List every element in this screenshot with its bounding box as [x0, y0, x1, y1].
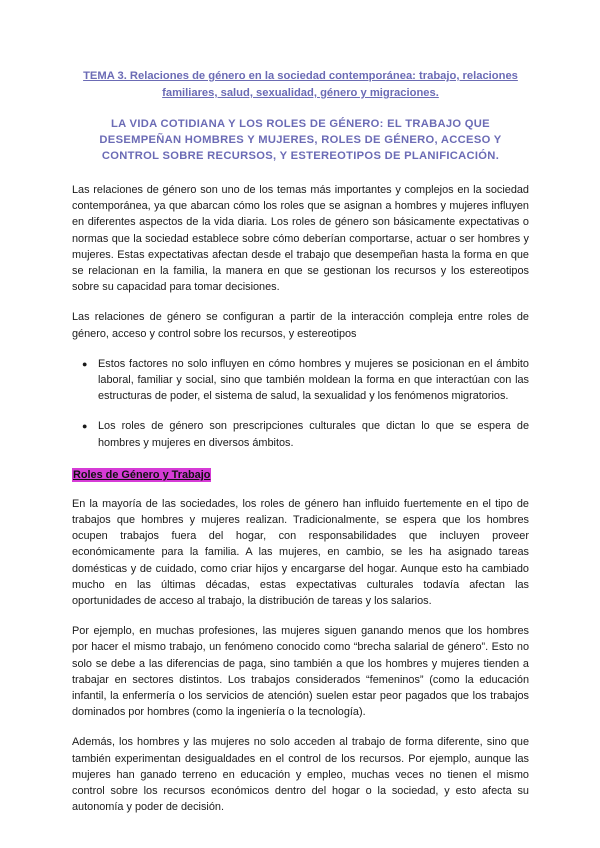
bullet-text: Los roles de género son prescripciones culturales que dictan lo que se espera de hombres y mujeres en diversos ámbitos.: [98, 420, 529, 449]
document-page: [72, 68, 529, 830]
document-subtitle: LA VIDA COTIDIANA Y LOS ROLES DE GÉNERO: EL TRABAJO QUE DESEMPEÑAN HOMBRES Y MUJERES, ROLES DE GÉNERO, ACCESO Y CONTROL SOBRE RECURSOS, Y ESTEREOTIPOS DE PLANIFICACIÓN.: [99, 118, 502, 162]
section-paragraph-3: Además, los hombres y las mujeres no solo acceden al trabajo de forma diferente, sino que también experimentan desigualdades en el control de los recursos. Por ejemplo, aunque las mujeres han ganado terreno en educación y empleo, muchas veces no tienen el mismo control sobre los recursos económicos dentro del hogar o la sociedad, y esto afecta su autonomía y poder de decisión.: [72, 736, 529, 814]
bullet-icon: ●: [82, 358, 88, 369]
intro-paragraph-2: Las relaciones de género se configuran a partir de la interacción compleja entre roles de género, acceso y control sobre los recursos, y estereotipos: [72, 311, 529, 340]
section-heading-wrapper: [72, 465, 529, 496]
bullet-list: [72, 356, 529, 451]
intro-paragraph-1: Las relaciones de género son uno de los temas más importantes y complejos en la sociedad contemporánea, ya que abarcan cómo los roles que se asignan a hombres y mujeres influyen en diferentes aspectos de la vida diaria. Los roles de género son básicamente expectativas o normas que la sociedad establece sobre cómo deberían comportarse, actuar o ser hombres y mujeres. Estas expectativas afectan desde el trabajo que desempeñan hasta la forma en que se relacionan en la familia, la manera en que se gestionan los recursos y los estereotipos sobre su capacidad para tomar decisiones.: [72, 184, 529, 294]
section-paragraph-1: En la mayoría de las sociedades, los roles de género han influido fuertemente en el tipo de trabajos que hombres y mujeres realizan. Tradicionalmente, se espera que los hombres ocupen trabajos fuera del hogar, con responsabilidades que incluyen proveer económicamente para la familia. A las mujeres, en cambio, se les ha asignado tareas domésticas y de cuidado, como criar hijos y encargarse del hogar. Aunque esto ha cambiado mucho en las últimas décadas, estas expectativas culturales todavía afectan las oportunidades de acceso al trabajo, la distribución de tareas y los salarios.: [72, 497, 529, 608]
document-title[interactable]: TEMA 3. Relaciones de género en la sociedad contemporánea: trabajo, relaciones familiares, salud, sexualidad, género y migraciones.: [83, 70, 518, 99]
bullet-text: Estos factores no solo influyen en cómo hombres y mujeres se posicionan en el ámbito laboral, familiar y social, sino que también moldean la forma en que interactúan con las estructuras de poder, el sistema de salud, la sexualidad y los fenómenos migratorios.: [98, 357, 529, 403]
bullet-item: [82, 418, 529, 450]
bullet-item: [82, 356, 529, 405]
bullet-icon: ●: [82, 421, 88, 432]
section-paragraph-2: Por ejemplo, en muchas profesiones, las mujeres siguen ganando menos que los hombres por hacer el mismo trabajo, un fenómeno conocido como “brecha salarial de género”. Esto no solo se debe a las diferencias de paga, sino también a que los hombres y mujeres tienden a trabajar en sectores distintos. Los trabajos considerados “femeninos” (como la educación infantil, la enfermería o los servicios de atención) suelen estar peor pagados que los trabajos dominados por hombres (como la ingeniería o la tecnología).: [72, 625, 529, 719]
section-heading: Roles de Género y Trabajo: [73, 468, 211, 481]
